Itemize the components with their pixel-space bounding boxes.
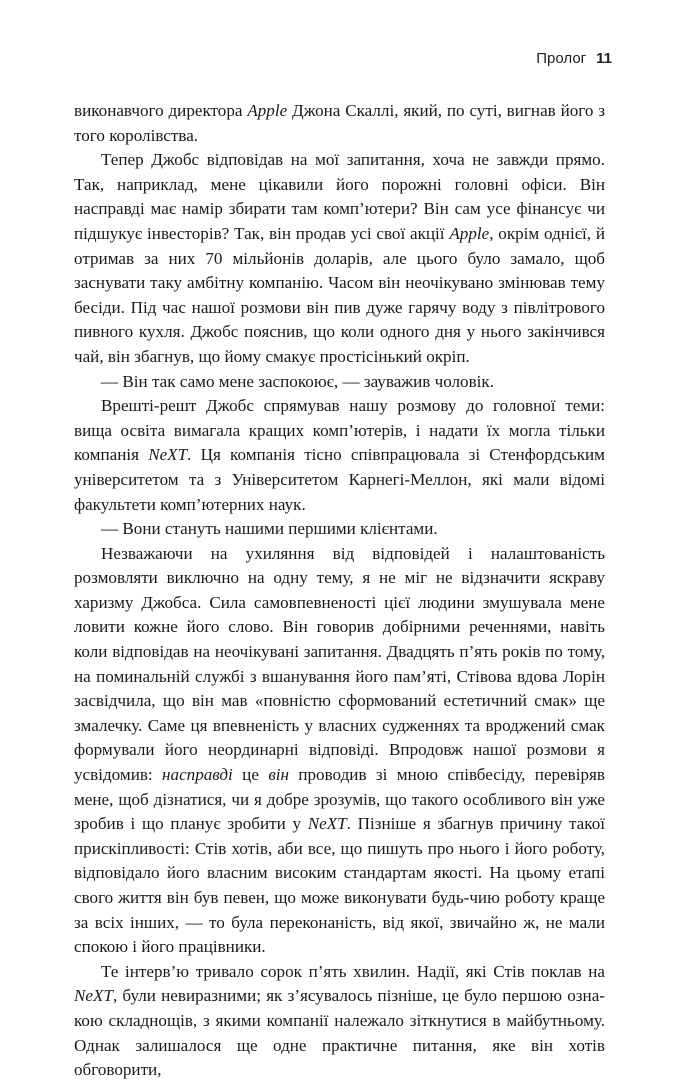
italic-text: він — [268, 765, 289, 785]
italic-text: NeXT — [74, 986, 113, 1006]
italic-text: NeXT — [148, 445, 188, 465]
section-title: Пролог — [536, 50, 587, 67]
running-header — [536, 50, 612, 67]
italic-text: NeXT — [307, 814, 347, 834]
paragraph — [74, 394, 605, 517]
paragraph — [74, 960, 605, 1083]
text-run: Врешті-решт Джобс спрямував нашу розмову до головної теми: вища освіта вимагала кращих комп’ютерів, і надати їх могла тільки компанія — [74, 396, 605, 465]
paragraph — [74, 148, 605, 369]
text-run: проводив зі мною співбесіду, перевіряв мене, щоб дізнатися, чи я добре зрозумів, що такого особливого він уже зробив і що планує зробити у — [74, 765, 605, 834]
text-run: . Пізніше я збагнув причину такої прискіпливості: Стів хотів, аби все, що пишуть про нього і його роботу, відповідало його власним високим стандартам якості. На цьому етапі свого життя він був певен, що може виконувати будь-чию роботу краще за всіх інших, — то була переконаність, від якої, звичайно ж, не мали спокою і його працівники. — [74, 814, 605, 957]
paragraph — [74, 517, 605, 542]
text-run: — Він так само мене заспокоює, — зауважив чоловік. — [101, 371, 494, 391]
text-run: Те інтерв’ю тривало сорок п’ять хвилин. Надії, які Стів поклав на — [101, 961, 605, 981]
paragraph — [74, 542, 605, 960]
text-run: , окрім однієї, й отримав за них 70 мільйонів доларів, але цього було замало, щоб заснувати таку амбітну компанію. Часом він неочікувано змінював тему бесіди. Під час нашої розмови він пив дуже гарячу воду з півлітрового пивного кухля. Джобс пояснив, що коли одного дня у нього закінчився чай, він збагнув, що йому смакує простісінький окріп. — [74, 223, 605, 366]
body-text — [74, 99, 605, 1083]
text-run: — Вони стануть нашими першими клієнтами. — [101, 519, 438, 539]
paragraph — [74, 99, 605, 148]
text-run: виконавчого директора — [74, 101, 248, 120]
text-run: Джона Скаллі, який, по суті, вигнав його з того королівства. — [74, 101, 605, 145]
text-run: Незважаючи на ухиляння від відповідей і налаштованість розмовляти виключно на одну тему, я не міг не відзначити яскраву харизму Джобса. Сила самовпевненості цієї людини змушувала мене ловити кожне його слово. Він говорив добірними реченнями, навіть коли відповідав на неочікувані запитання. Двадцять п’ять років по тому, на поминальній службі з вшанування його пам’яті, Стівова вдова Лорін засвідчила, що він мав «повністю сформований естетичний смак» ще змалечку. Саме ця впевненість у власних судженнях та вроджений смак формували його неординарні відповіді. Впродовж нашої розмови я усвідомив: — [74, 543, 605, 785]
italic-text: насправді — [162, 765, 233, 785]
page-number: 11 — [596, 50, 612, 67]
italic-text: Apple — [449, 223, 490, 243]
italic-text: Apple — [247, 101, 288, 120]
text-run: це — [232, 765, 269, 785]
paragraph — [74, 370, 605, 395]
text-run: Тепер Джобс відповідав на мої запитання, хоча не завжди прямо. Так, наприклад, мене цікавили його порожні головні офіси. Він насправді має намір збирати там комп’ютери? Він сам усе фінансує чи підшукує інвесторів? Так, він продав усі свої акції — [74, 150, 605, 243]
text-run: , були невиразними; як з’ясувалось пізніше, це було першою ознакою складнощів, з якими компанії належало зіткнутися в майбутньому. Однак залишалося ще одне практичне питання, яке він хотів обговорити, — [74, 986, 605, 1080]
text-run: . Ця компанія тісно співпрацювала зі Стенфордським університетом та з Університетом Карнегі-Меллон, які мали відомі факультети комп’ютерних наук. — [74, 445, 605, 514]
